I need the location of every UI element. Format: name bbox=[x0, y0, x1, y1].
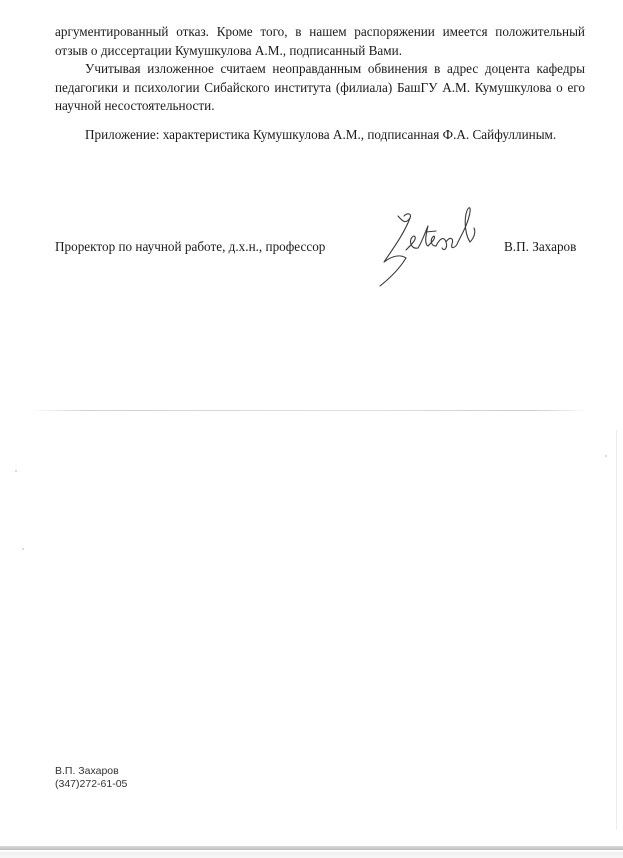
scan-bottom-border bbox=[0, 846, 623, 850]
scan-speck bbox=[15, 470, 17, 472]
signatory-name: В.П. Захаров bbox=[504, 239, 577, 254]
scan-artifact-edge bbox=[616, 430, 617, 830]
scan-artifact-line bbox=[30, 410, 590, 411]
signatory-title: Проректор по научной работе, д.х.н., профессор bbox=[55, 239, 326, 254]
paragraph-attachment: Приложение: характеристика Кумушкулова А.М., подписанная Ф.А. Сайфуллиным. bbox=[85, 127, 557, 142]
executor-phone: (347)272-61-05 bbox=[55, 778, 128, 790]
handwritten-signature bbox=[370, 198, 485, 293]
footer-executor-info bbox=[55, 765, 127, 791]
executor-name: В.П. Захаров bbox=[55, 765, 119, 777]
paragraph-refusal: аргументированный отказ. Кроме того, в нашем распоряжении имеется положительный отзыв о диссертации Кумушкулова А.М., подписанный Вами. bbox=[55, 24, 585, 58]
scan-speck bbox=[605, 455, 607, 457]
scan-speck bbox=[22, 548, 24, 550]
scan-bottom-margin bbox=[0, 852, 623, 858]
paragraph-conclusion: Учитывая изложенное считаем неоправданным обвинения в адрес доцента кафедры педагогики и психологии Сибайского института (филиала) БашГУ А.М. Кумушкулова о его научной несостоятельности. bbox=[55, 61, 585, 113]
